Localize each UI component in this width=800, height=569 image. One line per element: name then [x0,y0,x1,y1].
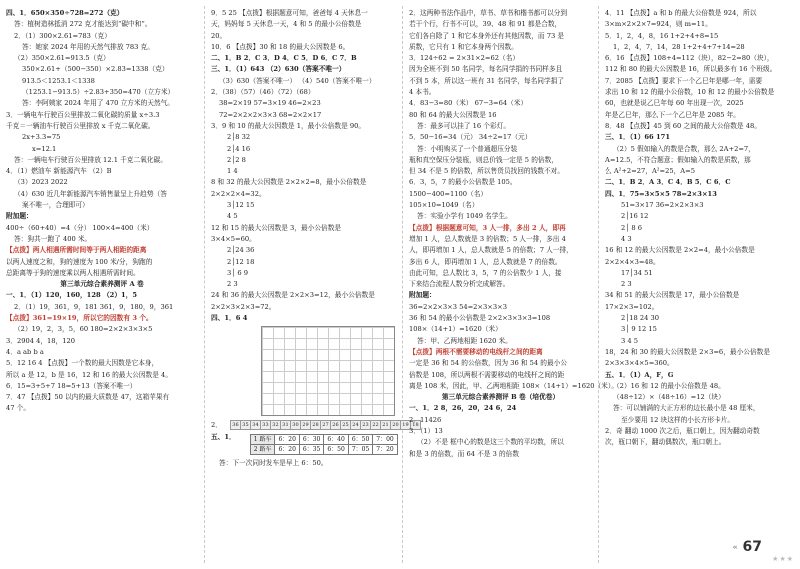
table-cell: 7：20 [373,445,397,455]
grid-drawing-area [261,326,395,416]
strip-cell: 23 [361,420,371,430]
answer-line: 2│24 36 [227,246,255,255]
table-row [250,445,397,455]
answer-line: 千克＝一辆油车行驶百公里排放 x 千克二氧化碳。 [6,121,155,130]
answer-line: 2│8 32 [227,133,251,142]
answer-line: 6．16 【点拨】108+4=112（块），82−2=80（块）， [605,54,774,63]
answer-line: （3）2023 2022 [14,178,68,187]
answer-line: 离是 108 米，因此，甲、乙两地相距 108×（14+1）=1620（米）。 [409,381,618,390]
answer-line: 【点拨】两人相遇所需时间等于两人相距的距离 [6,246,147,255]
answer-line: 第三单元综合素养测评 A 卷 [60,280,144,289]
answer-line: 2 3 [621,280,632,289]
answer-line: 2│ 8 6 [621,223,643,232]
answer-line: 3×m×2×2×7=924，则 m=11。 [605,20,712,29]
answer-line: 五、1．（1）A，F，G [605,370,674,379]
answer-line: 答：最多可以挂了 16 个彩灯。 [417,121,511,130]
answer-line: （2）5 假如输入的数是合数，那么 2A+2=7， [613,144,755,153]
answer-line: 2×2×4×3=48。 [605,257,660,266]
answer-line: 附加题： [409,291,436,300]
answer-line: 一、1．2 8，26，20，24 6，24 [409,404,517,413]
answer-line: 【点拨】根据题意可知，3 人一排，多出 2 人，即再 [409,223,566,232]
strip-cell: 19 [401,420,411,430]
answer-line: 不到 5 本，所以这一班有 31 名同学，每名同学捐了 [409,76,565,85]
answer-line: x=12.1 [32,144,57,153]
answer-line: 若干个行，行书不可以，39、48 和 91 都是合数， [409,20,562,29]
answer-line: 天，妈妈每 5 天休息一天，4 和 5 的最小公倍数是 [211,20,362,29]
strip-cell: 25 [341,420,351,430]
number-strip [230,420,421,430]
strip-cell: 32 [271,420,281,430]
answer-line: 多出 6 人，即再增加 1 人，总人数就是 7 的倍数。 [409,257,562,266]
answer-column-3 [409,8,618,460]
answer-line: 下来结合流程人数分析完成解答。 [409,280,510,289]
answer-line: 36 和 54 的最小公倍数是 2×2×3×3×3=108 [409,314,551,323]
answer-line: （4）630 近几年新能源汽车销售量呈上升趋势（答 [14,189,167,198]
strip-cell: 28 [311,420,321,430]
answer-line: 2．（38）（57）（46）（72）（68） [211,88,315,97]
answer-line: 倍数是 108，所以两根不需要移动的电线杆之间的距 [409,370,565,379]
table-cell: 6：40 [324,435,348,445]
answer-line: 案不唯一，合理即可） [22,201,89,210]
answer-line: 38=2×19 57=3×19 46=2×23 [219,99,321,108]
answer-line: 105×10=1049（名） [409,201,479,210]
answer-line: 2×2×2×4=32。 [211,189,266,198]
answer-line: 2│12 18 [227,257,255,266]
answer-line: 由此可知，总人数比 3，5，7 的公倍数少 1 人，接 [409,268,562,277]
answer-line: 3│ 9 12 15 [621,325,657,334]
answer-line: 7．47 【点拨】50 以内的最大质数是 47，这箱苹果有 [6,393,170,402]
answer-line: 【点拨】两根不需要移动的电线杆之间的距离 [409,347,543,356]
strip-cell: 30 [291,420,301,430]
answer-line: 一、1．（1）120，160，128 （2）1，5 [6,291,137,300]
answer-column-2-top [211,8,397,324]
table-row [250,435,397,445]
answer-line: 因为全班不到 50 名同学，每名同学捐的书同样多且 [409,65,563,74]
answer-line: 至少要用 12 块这样的小长方形卡片。 [621,415,735,424]
table-cell: 1 路车 [250,435,275,445]
answer-line: 8．48 【点拨】45 到 60 之间的最大公倍数是 48。 [605,121,761,130]
strip-cell: 33 [261,420,271,430]
strip-cell: 29 [301,420,311,430]
answer-line: 9．5 25 【点拨】根据题意可知，爸爸每 4 天休息一 [211,9,368,17]
answer-line: 20。 [211,31,227,40]
table-cell: 7：00 [373,435,397,445]
answer-line: 4 3 [621,234,632,243]
answer-line: （48÷12）×（48÷16）=12（块） [613,393,725,402]
answer-line: 400÷（60+40）=4（分） 100×4=400（米） [6,223,154,232]
strip-cell: 36 [230,420,241,430]
column-divider [402,6,403,563]
answer-line: 3．2904 4，18，120 [6,336,75,345]
answer-line: 16 和 12 的最大公因数是 2×2=4，最小公倍数是 [605,246,755,255]
answer-line: 所以 a 是 12，b 是 16，12 和 16 的最大公因数是 4。 [6,370,173,379]
answer-line: 4．83−3=80（米） 67−3=64（米） [409,99,528,108]
answer-line: 3│ 6 9 [227,268,249,277]
answer-line: （1253.1−913.5）÷2.83+350=470（立方米） [22,88,175,97]
answer-line: 3．（1）13 [409,426,443,435]
question-label: 2． [211,420,222,429]
answer-line: 2．这两种书法作品中，草书、草书和楷书都可以分到 [409,9,568,17]
strip-cell: 24 [351,420,361,430]
answer-line: 四、1．6 4 [211,314,248,323]
answer-line: 2 3 [227,280,238,289]
answer-line: 3 4 5 [621,336,639,345]
answer-line: 答：她家 2024 年用的天然气排放 783 克。 [22,42,154,51]
answer-line: 2．（1）19，361，9，181 361，9，180，9，361 [14,302,174,311]
answer-line: 2×3×3×4×5=360。 [605,359,674,368]
answer-line: 总距离等于狗的速度乘以两人相遇所需时间。 [6,268,140,277]
table-cell: 6：35 [299,445,323,455]
answer-line: 47 个。 [6,404,31,413]
answer-line: 3│12 15 [227,201,255,210]
answer-line: 2│16 12 [621,212,649,221]
answer-line: 2│18 24 30 [621,314,660,323]
answer-line: 以两人速度之和，狗的速度为 100 米/分，狗跑的 [6,257,153,266]
page-number [732,539,762,555]
answer-line: 24 和 36 的最大公因数是 2×2×3=12，最小公倍数是 [211,291,375,300]
answer-line: 人，即再增加 1 人，总人数就是 5 的倍数；7 人一排， [409,246,573,255]
column-divider [204,6,205,563]
table-cell: 7：05 [348,445,372,455]
answer-line: （2）16 和 12 的最小公倍数是 48。 [613,381,725,390]
answer-line: 5．12 16 4 【点拨】一个数的最大因数是它本身， [6,359,159,368]
table-cell: 6：20 [275,435,299,445]
answer-line: 求出 10 和 12 的最小公倍数，10 和 12 的最小公倍数是 [605,88,775,97]
answer-line: 答：小明购买了一个普通超压分装 [417,144,518,153]
answer-line: 和是 3 的倍数，而 64 不是 3 的倍数 [409,449,520,458]
answer-line: 三、1．（1）643 （2）630（答案不唯一） [211,65,346,74]
answer-line: 2．（1）300×2.61=783（克） [14,31,111,40]
answer-line: 4．（1）燃油车 新能源汽车 （2）B [6,167,112,176]
answer-line: 次，瓶口朝下，翻动偶数次，瓶口朝上。 [605,438,726,447]
bus-schedule-table [250,434,398,455]
answer-line: 12 和 15 的最大公因数是 3，最小公倍数是 [211,223,342,232]
answer-line: 答：一辆电车行驶百公里排放 12.1 千克二氧化碳。 [14,155,167,164]
answer-line: 17│34 51 [621,268,653,277]
answer-line: 1500−400=1100（名） [409,189,488,198]
answer-line: 10．6 【点拨】30 和 18 的最大公因数是 6。 [211,42,350,51]
answer-line: 答：李阿姨家 2024 年用了 470 立方米的天然气。 [22,99,174,108]
column-divider [598,6,599,563]
answer-line: 三、1．（1）66 171 [605,133,670,142]
answer-line: 四、1．75=3×5×5 78=2×3×13 [605,189,717,198]
table-cell: 6：30 [299,435,323,445]
star-rating-icon: ★★★ [772,555,794,563]
answer-line: 3．一辆电车行驶百公里排放二氧化碳的质量 x÷3.3 [6,110,160,119]
answer-line: 么 A²+2=27，A²=25，A=5 [605,167,695,176]
strip-cell: 21 [381,420,391,430]
answer-line: 4 本书。 [409,88,436,97]
page-number-text: 67 [742,539,762,555]
answer-line: 3．9 和 10 的最大公因数是 1，最小公倍数是 90。 [211,121,366,130]
answer-line: 4．11 【点拨】a 和 b 的最大公倍数是 924，所以 [605,9,757,17]
answer-line: 【点拨】361=19×19，所以它的因数有 3 个。 [6,314,153,323]
answer-line: 答：植树造林抵消 272 克才能达到“碳中和”。 [14,20,152,29]
answer-line: 瓶和真空保压分装瓶，则总价钱一定是 5 的倍数， [409,155,558,164]
answer-line: 6．15=3+5+7 18=5+13（答案不唯一） [6,381,137,390]
answer-line: 108×（14+1）=1620（米） [409,325,502,334]
strip-cell: 35 [241,420,251,430]
table-cell: 6：50 [324,445,348,455]
answer-line: 8 和 32 的最大公因数是 2×2×2=8，最小公倍数是 [211,178,367,187]
answer-column-4 [605,8,795,449]
answer-line: 四、1．650×350÷728=272（克） [6,9,124,17]
answer-line: （2）不是 框中心的数是这三个数的平均数，所以 [417,438,564,447]
answer-line: 4．a ab b a [6,347,44,356]
answer-line: 答：甲、乙两地相距 1620 米。 [417,336,512,345]
table-cell: 2 路车 [250,445,275,455]
answer-line: 增加 1 人，总人数就是 3 的倍数；5 人一排，多出 4 [409,234,566,243]
answer-line: 附加题： [6,212,33,221]
answer-line: 18，24 和 30 的最大公因数是 2×3=6，最小公倍数是 [605,347,771,356]
strip-cell: 22 [371,420,381,430]
answer-line: 它们各自除了 1 和它本身外还有其他因数，而 73 是 [409,31,565,40]
answer-line: 17×2×3=102。 [605,302,659,311]
answer-line: 答：下一次同时发车是早上 6：50。 [219,459,328,468]
answer-line: 但 34 不是 5 的倍数，所以售货员找回的钱数不对。 [409,167,565,176]
answer-line: 第三单元综合素养测评 B 卷（培优卷） [441,393,560,402]
strip-cell: 26 [331,420,341,430]
strip-cell: 31 [281,420,291,430]
answer-line: （2）19，2，3，5，60 180=2×2×3×3×5 [14,325,153,334]
answer-line: 112 和 80 的最大公因数是 16，所以最多有 16 个班级。 [605,65,777,74]
strip-cell: 34 [251,420,261,430]
answer-line: 2．11426 [409,415,442,424]
answer-line: 二、1．B 2．C 3．D 4．C 5．D 6．C 7．B [211,54,357,63]
answer-line: 二、1．B 2．A 3．C 4．B 5．C 6．C [605,178,731,187]
answer-line: 1 4 [227,167,238,176]
answer-line: 1，2，4，7，14，28 1+2+4+7+14=28 [613,42,745,51]
answer-line: 质数，它只有 1 和它本身两个因数。 [409,42,518,51]
strip-cell: 20 [391,420,401,430]
answer-line: 年是乙巳年，那么下一个乙巳年是 2085 年。 [605,110,740,119]
answer-column-2 [211,8,419,470]
answer-column-1 [6,8,198,415]
answer-line: 3．124÷62 = 2×31×2=62（名） [409,54,520,63]
strip-cell: 27 [321,420,331,430]
answer-line: （2）350×2.61=913.5（克） [14,54,110,63]
answer-line: 答：可以铺满的大正方形的边长最小是 48 厘米， [613,404,760,413]
answer-line: 51=3×17 36=2×2×3×3 [621,201,704,210]
answer-line: 60，也就是说乙巳年每 60 年出现一次，2025 [605,99,744,108]
answer-line: 一定是 36 和 54 的公倍数，因为 36 和 54 的最小公 [409,359,568,368]
answer-line: 2×2×3×2×3=72。 [211,302,276,311]
answer-column-2-bottom [211,458,397,469]
answer-line: 答：狗共一跑了 400 米。 [14,234,92,243]
answer-line: 34 和 51 的最大公因数是 17，最小公倍数是 [605,291,740,300]
answer-line: 36=2×2×3×3 54=2×3×3×3 [409,302,508,311]
strip-cell: 18 [411,420,421,430]
section-label: 五、1． [211,433,236,442]
table-cell: 6：50 [348,435,372,445]
answer-line: 5．1，2，4，8，16 1+2+4+8=15 [605,31,719,40]
answer-line: 4 5 [227,212,238,221]
answer-line: 350×2.61+（500−350）×2.83=1338（克） [22,65,169,74]
answer-line: 2│2 8 [227,155,246,164]
answer-line: 913.5＜1253.1＜1338 [22,76,95,85]
answer-line: 72=2×2×2×3×3 68=2×2×17 [219,110,322,119]
answer-line: 2│4 16 [227,144,251,153]
answer-line: （3）630（答案不唯一） （4）540（答案不唯一） [219,76,376,85]
page-arrows-icon: « [732,542,738,552]
answer-line: 3×4×5=60。 [211,234,256,243]
answer-line: 2x+3.3=75 [22,133,61,142]
answer-line: 5．50−16=34（元） 34÷2=17（元） [409,133,532,142]
answer-line: 80 和 64 的最大公因数是 16 [409,110,497,119]
answer-line: 7．2085 【点拨】要求下一个乙巳年是哪一年，需要 [605,76,763,85]
answer-line: 2．奇 翻动 1000 次之后，瓶口朝上，因为翻动奇数 [605,426,760,435]
answer-line: 答：实验小学有 1049 名学生。 [417,212,512,221]
answer-line: 6．3，5，7 的最小公倍数是 105。 [409,178,517,187]
answer-line: A=12.5，不符合题意；假如输入的数是质数，那 [605,155,751,164]
table-cell: 6：20 [275,445,299,455]
